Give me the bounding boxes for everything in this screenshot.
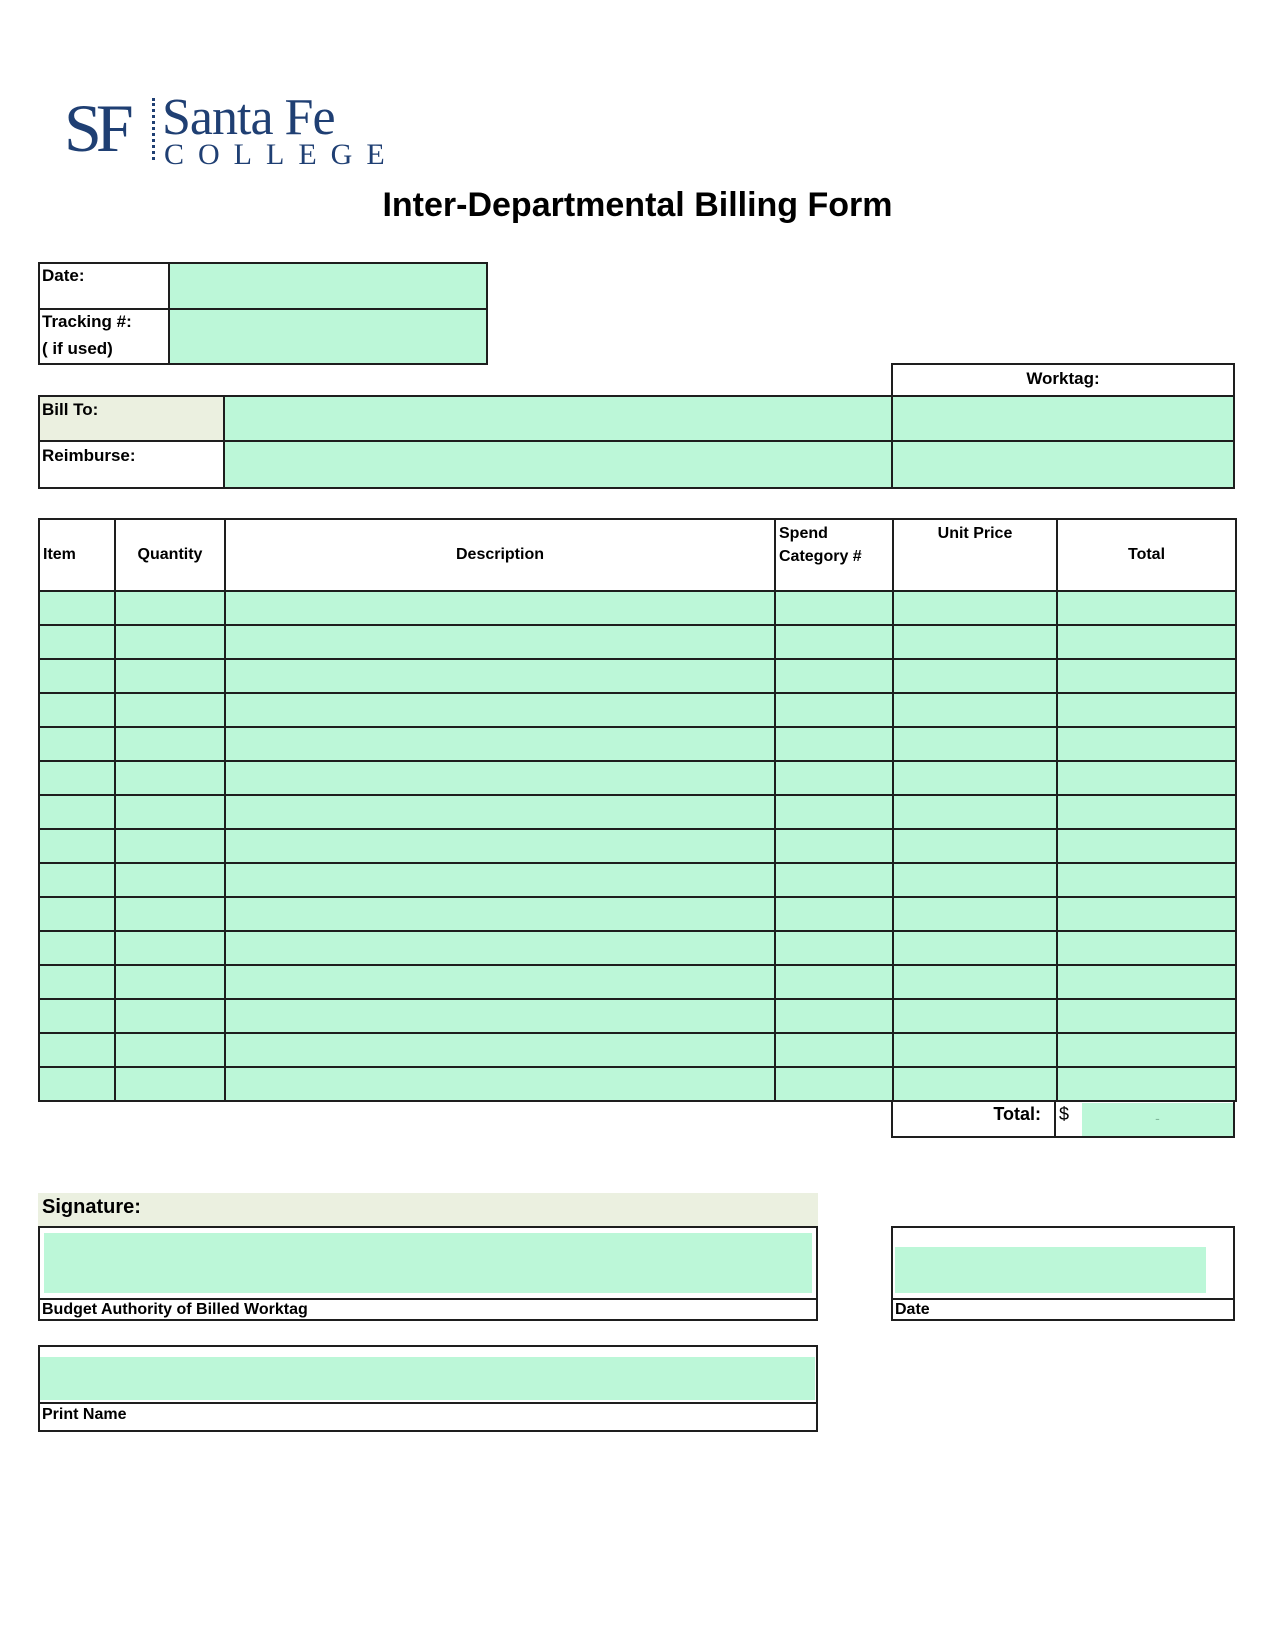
spend-category-cell[interactable] bbox=[775, 829, 893, 863]
description-cell[interactable] bbox=[225, 999, 775, 1033]
divider bbox=[891, 1298, 1235, 1300]
description-cell[interactable] bbox=[225, 863, 775, 897]
description-cell[interactable] bbox=[225, 931, 775, 965]
print-name-field[interactable] bbox=[40, 1357, 815, 1400]
table-row bbox=[39, 761, 1236, 795]
col-header-total: Total bbox=[1057, 519, 1236, 591]
description-cell[interactable] bbox=[225, 1033, 775, 1067]
bill-to-worktag-field[interactable] bbox=[893, 397, 1233, 440]
table-row bbox=[39, 1033, 1236, 1067]
signature-heading: Signature: bbox=[42, 1196, 141, 1218]
unit-price-cell[interactable] bbox=[893, 727, 1057, 761]
divider bbox=[38, 1298, 818, 1300]
item-cell[interactable] bbox=[39, 999, 115, 1033]
spend-category-cell[interactable] bbox=[775, 931, 893, 965]
signature-date-label: Date bbox=[895, 1301, 930, 1318]
unit-price-cell[interactable] bbox=[893, 897, 1057, 931]
unit-price-cell[interactable] bbox=[893, 965, 1057, 999]
table-row bbox=[39, 965, 1236, 999]
quantity-cell[interactable] bbox=[115, 693, 225, 727]
unit-price-cell[interactable] bbox=[893, 1033, 1057, 1067]
total-cell[interactable] bbox=[1057, 625, 1236, 659]
print-name-label: Print Name bbox=[42, 1406, 127, 1423]
tracking-sub-label: ( if used) bbox=[42, 339, 113, 358]
line-items-table bbox=[38, 518, 1237, 1102]
table-row bbox=[39, 591, 1236, 625]
total-cell[interactable] bbox=[1057, 931, 1236, 965]
quantity-cell[interactable] bbox=[115, 863, 225, 897]
page-title: Inter-Departmental Billing Form bbox=[382, 186, 893, 224]
bill-to-label: Bill To: bbox=[42, 400, 99, 419]
table-row bbox=[39, 693, 1236, 727]
total-cell[interactable] bbox=[1057, 659, 1236, 693]
spend-category-cell[interactable] bbox=[775, 625, 893, 659]
description-cell[interactable] bbox=[225, 795, 775, 829]
spend-category-cell[interactable] bbox=[775, 591, 893, 625]
quantity-cell[interactable] bbox=[115, 761, 225, 795]
worktag-label: Worktag: bbox=[1026, 369, 1100, 388]
quantity-cell[interactable] bbox=[115, 965, 225, 999]
quantity-cell[interactable] bbox=[115, 897, 225, 931]
spend-category-cell[interactable] bbox=[775, 1033, 893, 1067]
item-cell[interactable] bbox=[39, 693, 115, 727]
grand-total-label: Total: bbox=[993, 1104, 1041, 1124]
description-cell[interactable] bbox=[225, 897, 775, 931]
divider bbox=[38, 1402, 818, 1404]
total-cell[interactable] bbox=[1057, 761, 1236, 795]
signature-heading-cell bbox=[38, 1193, 818, 1226]
table-row bbox=[39, 999, 1236, 1033]
item-cell[interactable] bbox=[39, 1067, 115, 1101]
quantity-cell[interactable] bbox=[115, 829, 225, 863]
total-cell[interactable] bbox=[1057, 999, 1236, 1033]
spend-category-cell[interactable] bbox=[775, 897, 893, 931]
item-cell[interactable] bbox=[39, 829, 115, 863]
table-row bbox=[39, 625, 1236, 659]
total-cell[interactable] bbox=[1057, 1033, 1236, 1067]
description-cell[interactable] bbox=[225, 761, 775, 795]
item-cell[interactable] bbox=[39, 897, 115, 931]
total-cell[interactable] bbox=[1057, 1067, 1236, 1101]
spend-category-cell[interactable] bbox=[775, 965, 893, 999]
table-row bbox=[39, 931, 1236, 965]
table-row bbox=[39, 727, 1236, 761]
quantity-cell[interactable] bbox=[115, 625, 225, 659]
item-cell[interactable] bbox=[39, 761, 115, 795]
item-cell[interactable] bbox=[39, 591, 115, 625]
spend-category-cell[interactable] bbox=[775, 1067, 893, 1101]
spend-category-cell[interactable] bbox=[775, 761, 893, 795]
grand-total-value: - bbox=[1082, 1103, 1233, 1136]
table-body bbox=[39, 591, 1236, 1101]
tracking-field[interactable] bbox=[170, 310, 486, 363]
col-header-item: Item bbox=[39, 519, 115, 591]
total-cell[interactable] bbox=[1057, 591, 1236, 625]
logo-college: COLLEGE bbox=[164, 138, 399, 171]
unit-price-cell[interactable] bbox=[893, 999, 1057, 1033]
item-cell[interactable] bbox=[39, 727, 115, 761]
col-header-unit-price: Unit Price bbox=[893, 519, 1057, 591]
table-row bbox=[39, 863, 1236, 897]
spend-category-cell[interactable] bbox=[775, 693, 893, 727]
quantity-cell[interactable] bbox=[115, 659, 225, 693]
description-cell[interactable] bbox=[225, 591, 775, 625]
quantity-cell[interactable] bbox=[115, 999, 225, 1033]
description-cell[interactable] bbox=[225, 693, 775, 727]
item-cell[interactable] bbox=[39, 931, 115, 965]
quantity-cell[interactable] bbox=[115, 795, 225, 829]
bill-to-field[interactable] bbox=[225, 397, 891, 440]
quantity-cell[interactable] bbox=[115, 591, 225, 625]
reimburse-label: Reimburse: bbox=[42, 446, 136, 465]
quantity-cell[interactable] bbox=[115, 1067, 225, 1101]
table-row bbox=[39, 659, 1236, 693]
item-cell[interactable] bbox=[39, 863, 115, 897]
college-logo bbox=[64, 88, 404, 178]
total-cell[interactable] bbox=[1057, 727, 1236, 761]
item-cell[interactable] bbox=[39, 1033, 115, 1067]
spend-category-cell[interactable] bbox=[775, 999, 893, 1033]
item-cell[interactable] bbox=[39, 795, 115, 829]
unit-price-cell[interactable] bbox=[893, 625, 1057, 659]
table-row bbox=[39, 1067, 1236, 1101]
description-cell[interactable] bbox=[225, 659, 775, 693]
unit-price-cell[interactable] bbox=[893, 591, 1057, 625]
unit-price-cell[interactable] bbox=[893, 761, 1057, 795]
total-cell[interactable] bbox=[1057, 693, 1236, 727]
reimburse-field[interactable] bbox=[225, 442, 891, 487]
worktag-header bbox=[891, 363, 1235, 397]
spend-category-cell[interactable] bbox=[775, 727, 893, 761]
unit-price-cell[interactable] bbox=[893, 931, 1057, 965]
col-header-spend-category: Spend Category # bbox=[775, 519, 893, 591]
unit-price-cell[interactable] bbox=[893, 795, 1057, 829]
total-cell[interactable] bbox=[1057, 965, 1236, 999]
description-cell[interactable] bbox=[225, 965, 775, 999]
item-cell[interactable] bbox=[39, 659, 115, 693]
description-cell[interactable] bbox=[225, 625, 775, 659]
quantity-cell[interactable] bbox=[115, 1033, 225, 1067]
table-row bbox=[39, 829, 1236, 863]
description-cell[interactable] bbox=[225, 829, 775, 863]
unit-price-cell[interactable] bbox=[893, 1067, 1057, 1101]
currency-symbol: $ bbox=[1059, 1104, 1070, 1124]
col-header-description: Description bbox=[225, 519, 775, 591]
budget-authority-signature-field[interactable] bbox=[44, 1233, 812, 1293]
item-cell[interactable] bbox=[39, 625, 115, 659]
signature-date-field[interactable] bbox=[895, 1247, 1206, 1293]
total-cell[interactable] bbox=[1057, 795, 1236, 829]
divider bbox=[1054, 1100, 1056, 1138]
budget-authority-label: Budget Authority of Billed Worktag bbox=[42, 1301, 308, 1318]
quantity-cell[interactable] bbox=[115, 931, 225, 965]
spend-category-cell[interactable] bbox=[775, 659, 893, 693]
spend-category-cell[interactable] bbox=[775, 863, 893, 897]
description-cell[interactable] bbox=[225, 1067, 775, 1101]
tracking-label: Tracking #: bbox=[42, 312, 132, 331]
description-cell[interactable] bbox=[225, 727, 775, 761]
date-label: Date: bbox=[42, 266, 85, 285]
spend-category-cell[interactable] bbox=[775, 795, 893, 829]
table-row bbox=[39, 795, 1236, 829]
reimburse-worktag-field[interactable] bbox=[893, 442, 1233, 487]
unit-price-cell[interactable] bbox=[893, 863, 1057, 897]
unit-price-cell[interactable] bbox=[893, 829, 1057, 863]
quantity-cell[interactable] bbox=[115, 727, 225, 761]
table-header-row bbox=[39, 519, 1236, 591]
col-header-quantity: Quantity bbox=[115, 519, 225, 591]
total-cell[interactable] bbox=[1057, 897, 1236, 931]
total-cell[interactable] bbox=[1057, 863, 1236, 897]
logo-monogram: SF bbox=[64, 90, 128, 166]
unit-price-cell[interactable] bbox=[893, 693, 1057, 727]
date-field[interactable] bbox=[170, 264, 486, 308]
total-cell[interactable] bbox=[1057, 829, 1236, 863]
item-cell[interactable] bbox=[39, 965, 115, 999]
logo-divider bbox=[152, 98, 155, 160]
table-row bbox=[39, 897, 1236, 931]
unit-price-cell[interactable] bbox=[893, 659, 1057, 693]
logo-name: Santa Fe bbox=[162, 89, 335, 146]
